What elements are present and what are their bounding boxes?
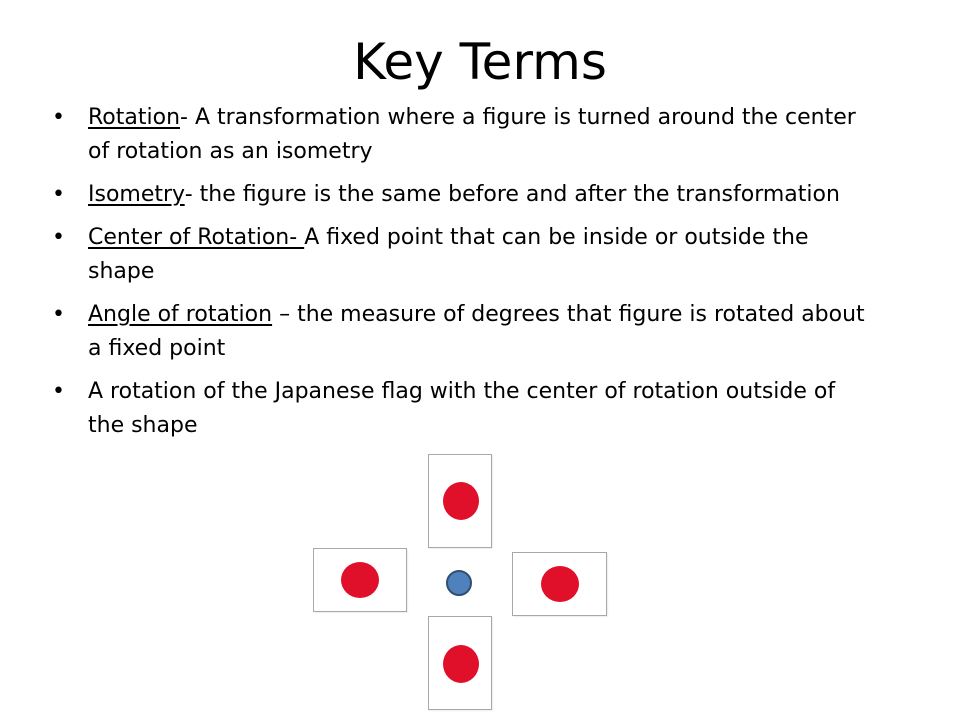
bullet-icon: •: [52, 302, 65, 327]
center-of-rotation-point: [446, 570, 472, 596]
bullet-rotation: [48, 101, 878, 169]
definition-center-of-rotation: A fixed point that can be inside or outside the shape: [88, 225, 809, 284]
flag-left: [313, 548, 407, 612]
definition-rotation: - A transformation where a figure is turned around the center of rotation as an isometry: [88, 105, 856, 164]
term-rotation: Rotation: [88, 105, 181, 130]
flag-sun-icon: [341, 562, 379, 598]
flag-bottom: [428, 616, 492, 710]
flag-right: [512, 552, 607, 616]
flag-sun-icon: [541, 566, 579, 602]
bullet-isometry: [48, 178, 878, 212]
definition-isometry: - the figure is the same before and after the transformation: [184, 182, 840, 207]
bullet-center-of-rotation: [48, 221, 878, 289]
bullet-angle-of-rotation: [48, 298, 878, 366]
flag-sun-icon: [443, 482, 479, 520]
bullet-icon: •: [52, 182, 65, 207]
bullet-japanese-flag-example: [48, 375, 878, 443]
flag-top: [428, 454, 492, 548]
example-text: A rotation of the Japanese flag with the center of rotation outside of the shape: [88, 379, 836, 438]
bullet-icon: •: [52, 379, 65, 404]
term-center-of-rotation: Center of Rotation-: [88, 225, 305, 250]
term-isometry: Isometry: [88, 182, 185, 207]
term-angle-of-rotation: Angle of rotation: [88, 302, 273, 327]
slide-title: Key Terms: [353, 33, 607, 91]
key-terms-list: [48, 101, 878, 452]
bullet-icon: •: [52, 105, 65, 130]
bullet-icon: •: [52, 225, 65, 250]
flag-sun-icon: [443, 645, 479, 683]
definition-angle-of-rotation: – the measure of degrees that figure is rotated about a fixed point: [88, 302, 865, 361]
